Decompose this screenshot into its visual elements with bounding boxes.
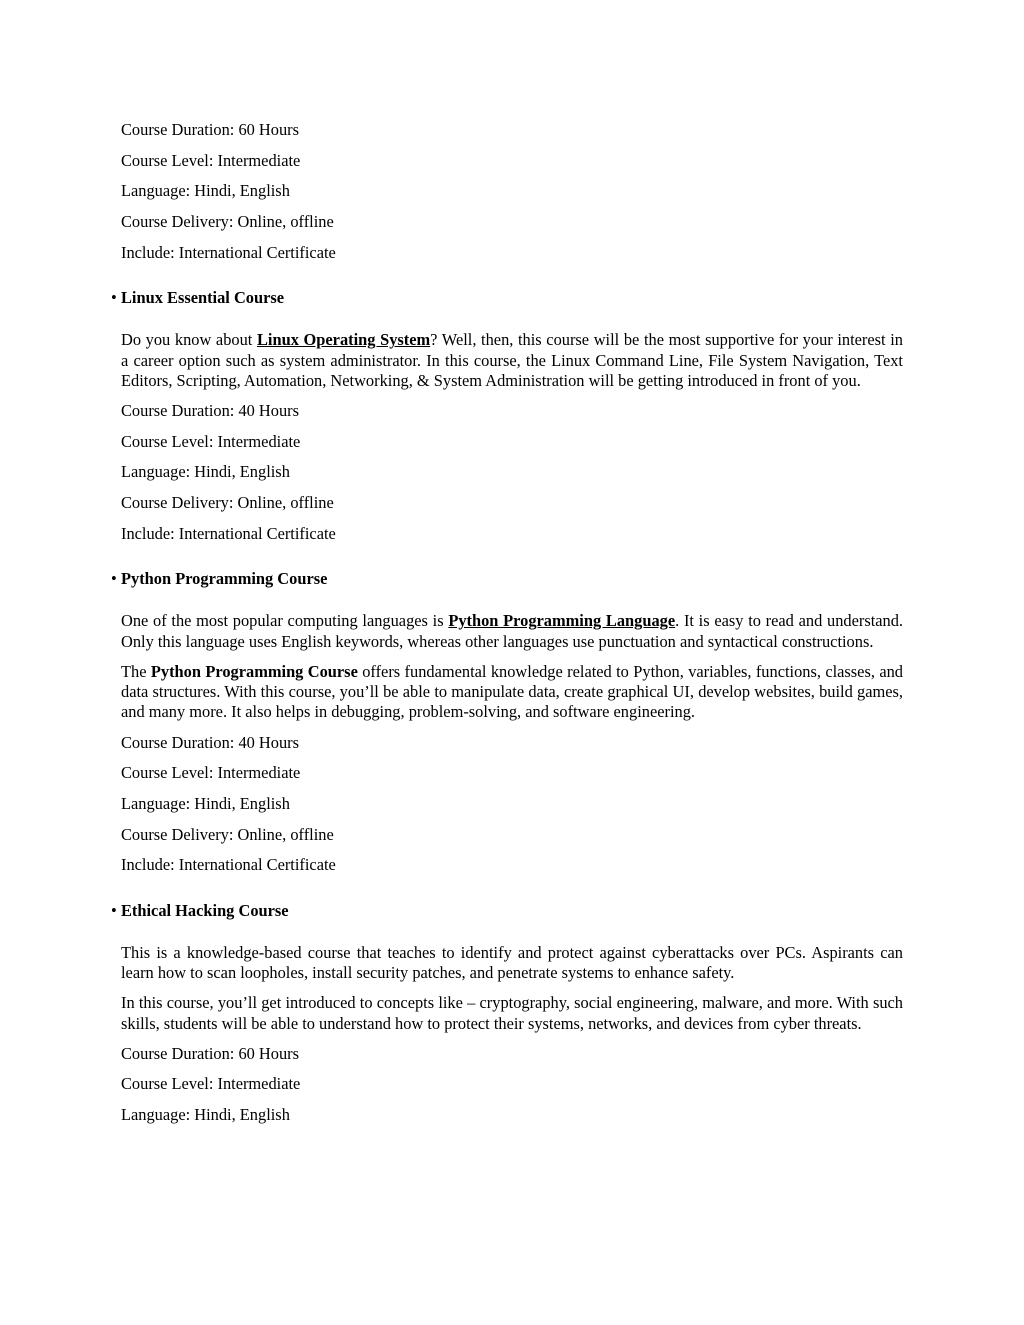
document-content bbox=[111, 120, 904, 1136]
python-language-link[interactable]: Python Programming Language bbox=[448, 611, 676, 631]
python-course-bold: Python Programming Course bbox=[150, 661, 358, 681]
course-include: Include: International Certificate bbox=[121, 855, 336, 875]
course-include: Include: International Certificate bbox=[121, 242, 336, 262]
bullet-icon: • bbox=[111, 569, 117, 589]
course-delivery: Course Delivery: Online, offline bbox=[121, 212, 334, 232]
python-paragraph-2 bbox=[121, 662, 903, 723]
python-p2-after: offers fundamental knowledge related to Python, variables, functions, classes, and data structures. With this course, you’ll be able to manipulate data, create graphical UI, develop websites, build games, and many more. It also helps in debugging, problem-solving, and software engineering. bbox=[121, 661, 903, 722]
course-delivery: Course Delivery: Online, offline bbox=[121, 824, 334, 844]
python-paragraph-1 bbox=[121, 611, 903, 651]
course-level: Course Level: Intermediate bbox=[121, 1074, 301, 1094]
course-duration: Course Duration: 40 Hours bbox=[121, 401, 300, 421]
bullet-icon: • bbox=[111, 900, 117, 920]
course-language: Language: Hindi, English bbox=[121, 793, 290, 813]
course-level: Course Level: Intermediate bbox=[121, 431, 301, 451]
linux-os-link[interactable]: Linux Operating System bbox=[256, 330, 431, 350]
course-language: Language: Hindi, English bbox=[121, 181, 290, 201]
hacking-heading-text: Ethical Hacking Course bbox=[121, 900, 289, 920]
hacking-course-heading bbox=[111, 900, 903, 921]
course-language: Language: Hindi, English bbox=[121, 1105, 290, 1125]
hacking-paragraph-1: This is a knowledge-based course that teaches to identify and protect against cyberattacks over PCs. Aspirants can learn how to scan loopholes, install security patches, and penetrate systems to enhance safety. bbox=[121, 942, 903, 983]
python-p1-before: One of the most popular computing languages is bbox=[121, 611, 449, 631]
linux-p1-after: ? Well, then, this course will be the most supportive for your interest in a career option such as system administrator. In this course, the Linux Command Line, File System Navigation, Text Editors, Scripting, Automation, Networking, & System Administration will be getting introduced in front of you. bbox=[121, 330, 903, 390]
course-duration: Course Duration: 60 Hours bbox=[121, 1043, 300, 1063]
hacking-paragraph-2: In this course, you’ll get introduced to concepts like – cryptography, social engineering, malware, and more. With such skills, students will be able to understand how to protect their systems, networks, and devices from cyber threats. bbox=[121, 993, 903, 1033]
course-language: Language: Hindi, English bbox=[121, 462, 290, 482]
course-level: Course Level: Intermediate bbox=[121, 763, 301, 783]
linux-course-heading bbox=[111, 288, 903, 308]
course-delivery: Course Delivery: Online, offline bbox=[121, 493, 334, 513]
python-heading-text: Python Programming Course bbox=[121, 569, 328, 589]
linux-heading-text: Linux Essential Course bbox=[121, 288, 285, 308]
linux-paragraph bbox=[121, 330, 903, 391]
bullet-icon: • bbox=[111, 288, 117, 308]
course-duration: Course Duration: 40 Hours bbox=[121, 732, 300, 752]
course-duration: Course Duration: 60 Hours bbox=[121, 120, 300, 139]
course-include: Include: International Certificate bbox=[121, 523, 336, 543]
python-course-heading bbox=[111, 569, 903, 589]
python-p1-after: . It is easy to read and understand. Only this language uses English keywords, whereas other languages use punctuation and syntactical constructions. bbox=[121, 611, 904, 651]
linux-p1-before: Do you know about bbox=[121, 330, 257, 350]
python-p2-before: The bbox=[121, 661, 151, 681]
course-level: Course Level: Intermediate bbox=[121, 150, 301, 170]
